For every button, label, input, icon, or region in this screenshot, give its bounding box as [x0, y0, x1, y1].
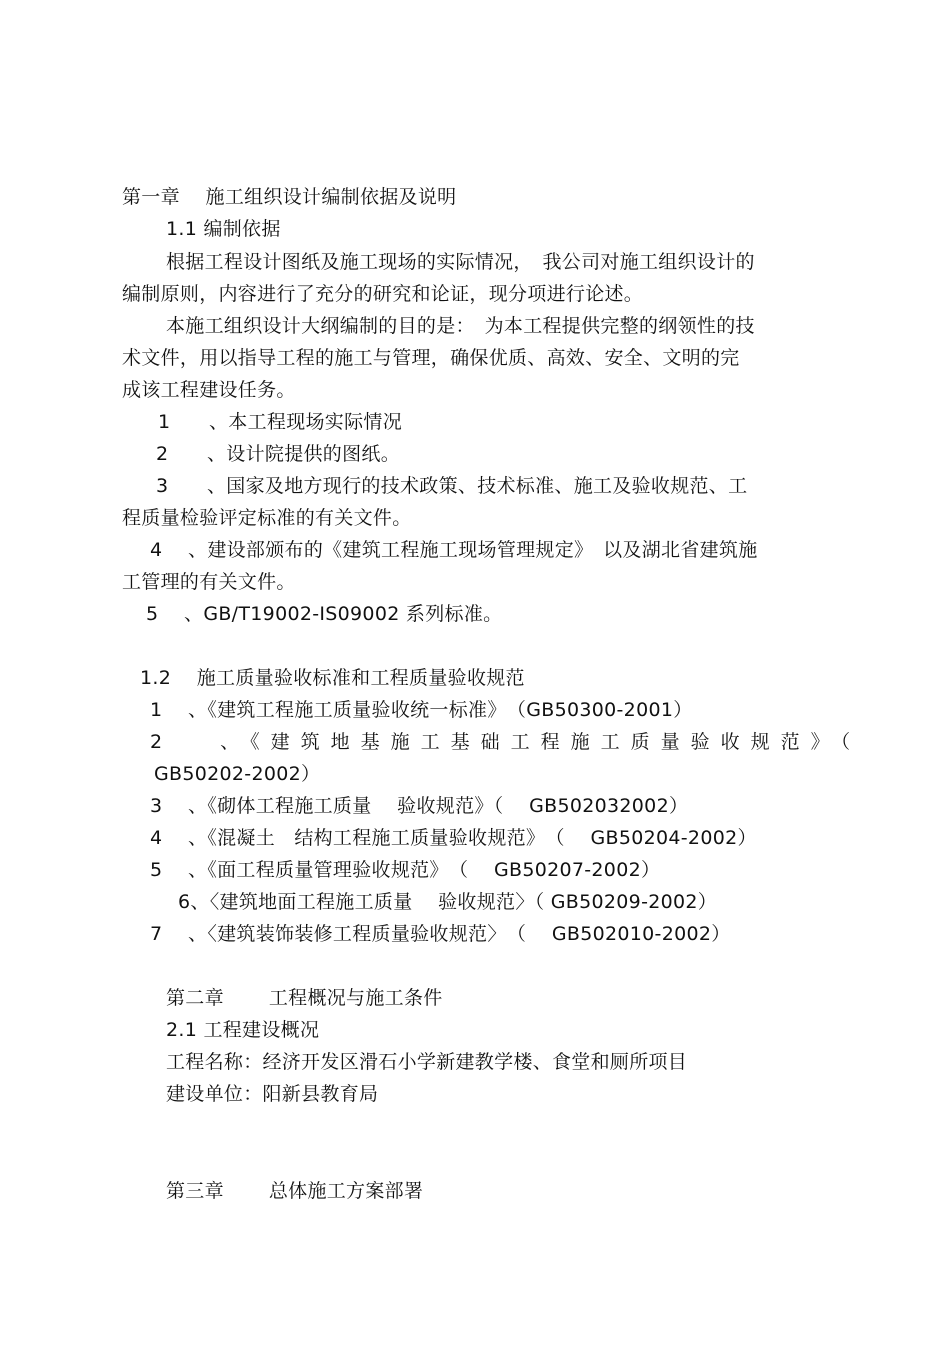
- basis-item-4-line-1: 4 、建设部颁布的《建筑工程施工现场管理规定》 以及湖北省建筑施: [150, 539, 758, 561]
- standard-item-2-line-2: GB50202-2002）: [154, 763, 321, 785]
- section-2-1-heading: 2.1 工程建设概况: [166, 1019, 320, 1041]
- paragraph-1-line-2: 编制原则，内容进行了充分的研究和论证，现分项进行论述。: [122, 283, 644, 305]
- standard-item-3: 3 、《砌体工程施工质量 验收规范》（ GB502032002）: [150, 795, 689, 817]
- basis-item-2: 2 、设计院提供的图纸。: [156, 443, 400, 465]
- basis-item-5: 5 、GB/T19002-IS09002 系列标准。: [146, 603, 503, 625]
- standard-item-7: 7 、〈建筑装饰装修工程质量验收规范〉 （ GB502010-2002）: [150, 923, 731, 945]
- chapter-2-heading: 第二章 工程概况与施工条件: [166, 987, 443, 1009]
- basis-item-1: 1 、本工程现场实际情况: [158, 411, 402, 433]
- paragraph-2-line-1: 本施工组织设计大纲编制的目的是： 为本工程提供完整的纲领性的技: [166, 315, 755, 337]
- paragraph-2-line-3: 成该工程建设任务。: [122, 379, 296, 401]
- standard-item-5: 5 、《面工程质量管理验收规范》 （ GB50207-2002）: [150, 859, 661, 881]
- paragraph-1-line-1: 根据工程设计图纸及施工现场的实际情况， 我公司对施工组织设计的: [166, 251, 755, 273]
- standard-item-6: 6、〈建筑地面工程施工质量 验收规范〉（ GB50209-2002）: [178, 891, 718, 913]
- basis-item-3-line-2: 程质量检验评定标准的有关文件。: [122, 507, 412, 529]
- section-1-2-heading: 1.2 施工质量验收标准和工程质量验收规范: [140, 667, 525, 689]
- standard-item-4: 4 、《混凝土 结构工程施工质量验收规范》 （ GB50204-2002）: [150, 827, 757, 849]
- project-name: 工程名称：经济开发区滑石小学新建教学楼、食堂和厕所项目: [166, 1051, 688, 1073]
- standard-item-2-line-1: 2 、《建筑地基施工基础工程施工质量验收规范》（: [150, 731, 862, 753]
- standard-item-1: 1 、《建筑工程施工质量验收统一标准》 （GB50300-2001）: [150, 699, 693, 721]
- basis-item-4-line-2: 工管理的有关文件。: [122, 571, 296, 593]
- paragraph-2-line-2: 术文件，用以指导工程的施工与管理，确保优质、高效、安全、文明的完: [122, 347, 740, 369]
- client-unit: 建设单位：阳新县教育局: [166, 1083, 379, 1105]
- section-1-1-heading: 1.1 编制依据: [166, 218, 281, 240]
- chapter-3-heading: 第三章 总体施工方案部署: [166, 1180, 424, 1202]
- chapter-1-heading: 第一章 施工组织设计编制依据及说明: [122, 186, 457, 208]
- basis-item-3-line-1: 3 、国家及地方现行的技术政策、技术标准、施工及验收规范、工: [156, 475, 748, 497]
